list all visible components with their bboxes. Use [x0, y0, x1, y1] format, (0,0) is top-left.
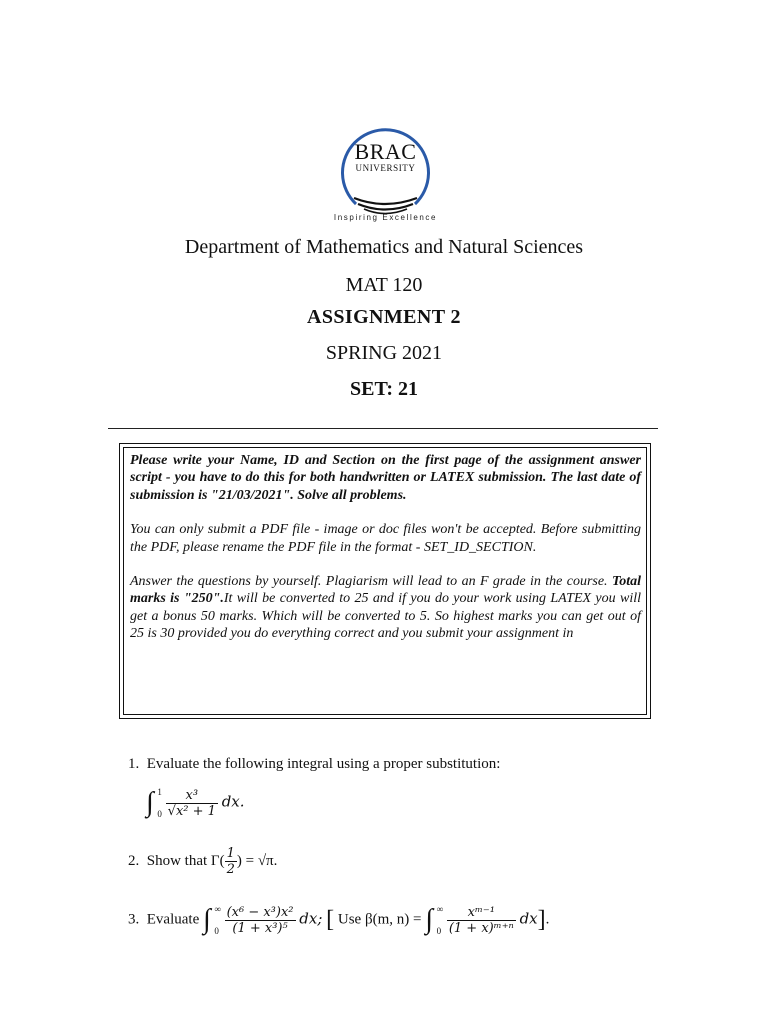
q3-hint-lower: 0 — [436, 926, 442, 936]
integral-icon: ∫ — [425, 904, 433, 935]
question-2 — [128, 846, 277, 877]
logo-subtitle: UNIVERSITY — [355, 163, 416, 173]
q3-hint-fraction — [447, 905, 516, 936]
instruction-3c: It will be converted to 25 and if you do your work using LATEX you will get a bonus 50 marks. Which will be converted to 5. So highest marks you can get out of 25 is 30 provided you do everything correct and you submit your assignment in — [130, 591, 642, 642]
q3-dx: dx; — [299, 909, 323, 928]
q3-limits — [214, 898, 220, 942]
logo-ring-icon — [318, 118, 453, 228]
q3-hint: Use β(m, n) = — [337, 911, 422, 928]
q3-hint-limits — [437, 898, 443, 942]
question-2-prompt: Show that Γ( — [146, 852, 225, 869]
question-3-number: 3. — [128, 911, 140, 928]
department-title: Department of Mathematics and Natural Sciences — [184, 236, 584, 258]
assignment-title: ASSIGNMENT 2 — [307, 306, 461, 328]
q2-fraction — [225, 846, 237, 877]
instruction-3a: Answer the questions by yourself. Plagiarism will lead to an F grade in the course. — [130, 574, 608, 590]
bracket-open-icon: [ — [326, 906, 335, 933]
logo-tagline: Inspiring Excellence — [333, 213, 438, 222]
q1-denominator: √x² + 1 — [167, 803, 216, 819]
question-1-text — [128, 756, 500, 773]
logo-name: BRAC — [354, 139, 417, 164]
q3-hint-upper: ∞ — [436, 904, 444, 914]
instruction-1 — [130, 452, 641, 504]
integral-icon: ∫ — [202, 904, 211, 935]
q1-numerator: x³ — [166, 788, 218, 804]
divider — [108, 428, 658, 429]
bracket-close-icon: ] — [537, 906, 546, 933]
question-1 — [128, 756, 500, 825]
q1-dx: dx. — [221, 792, 245, 811]
integral-icon: ∫ — [146, 787, 154, 818]
instruction-1-text: Please write your Name, ID and Section on the first page of the assignment answer script - you have to do this for both handwritten or LATEX submission. The last date of submission is "21/03/2021". Solve all problems. — [130, 453, 641, 503]
q2-denominator: 2 — [226, 862, 235, 877]
q3-denominator: (1 + x³)⁵ — [232, 920, 288, 936]
question-1-formula — [146, 781, 500, 825]
question-3-prompt: Evaluate — [146, 911, 200, 928]
q3-numerator: (x⁶ − x³)x² — [226, 904, 294, 920]
question-3: 3. Evaluate ∫ ∞ 0 $\frac{\text{(x⁶ − x³)x²}}{\text{(1 + x³)⁵}}$ dx; [ Use β(m, n) = ∫ ∞ 0 $\frac{\text{xᵐ⁻¹}}{\text{(1 + x)ᵐ⁺ⁿ}}$ dx]. — [128, 898, 549, 942]
question-1-prompt: Evaluate the following integral using a proper substitution: — [146, 756, 501, 772]
course-code: MAT 120 — [345, 274, 423, 296]
q2-numerator: 1 — [226, 846, 235, 861]
q3-lower-limit: 0 — [214, 926, 219, 936]
instruction-3 — [130, 573, 641, 643]
instructions-box — [119, 443, 651, 719]
q1-fraction — [166, 788, 218, 819]
question-2-rest: ) = √π. — [236, 852, 278, 869]
university-logo — [318, 118, 453, 228]
set-number: SET: 21 — [350, 378, 418, 400]
total-marks: Total marks is "250". — [130, 574, 642, 607]
q3-fraction — [225, 905, 296, 936]
q1-limits — [157, 781, 162, 825]
q1-lower-limit: 0 — [157, 809, 162, 819]
q3-hint-dx: dx — [519, 909, 538, 928]
question-2-number: 2. — [128, 852, 140, 869]
instruction-2: You can only submit a PDF file - image or doc files won't be accepted. Before submitting the PDF, please rename the PDF file in the format - SET_ID_SECTION. — [130, 522, 641, 555]
term: SPRING 2021 — [325, 342, 443, 364]
q3-upper-limit: ∞ — [214, 904, 221, 914]
instructions-content — [123, 447, 647, 715]
q3-hint-denominator: (1 + x)ᵐ⁺ⁿ — [448, 920, 514, 936]
question-1-number: 1. — [128, 756, 140, 772]
q1-upper-limit: 1 — [157, 787, 162, 797]
q3-hint-numerator: xᵐ⁻¹ — [447, 905, 516, 921]
